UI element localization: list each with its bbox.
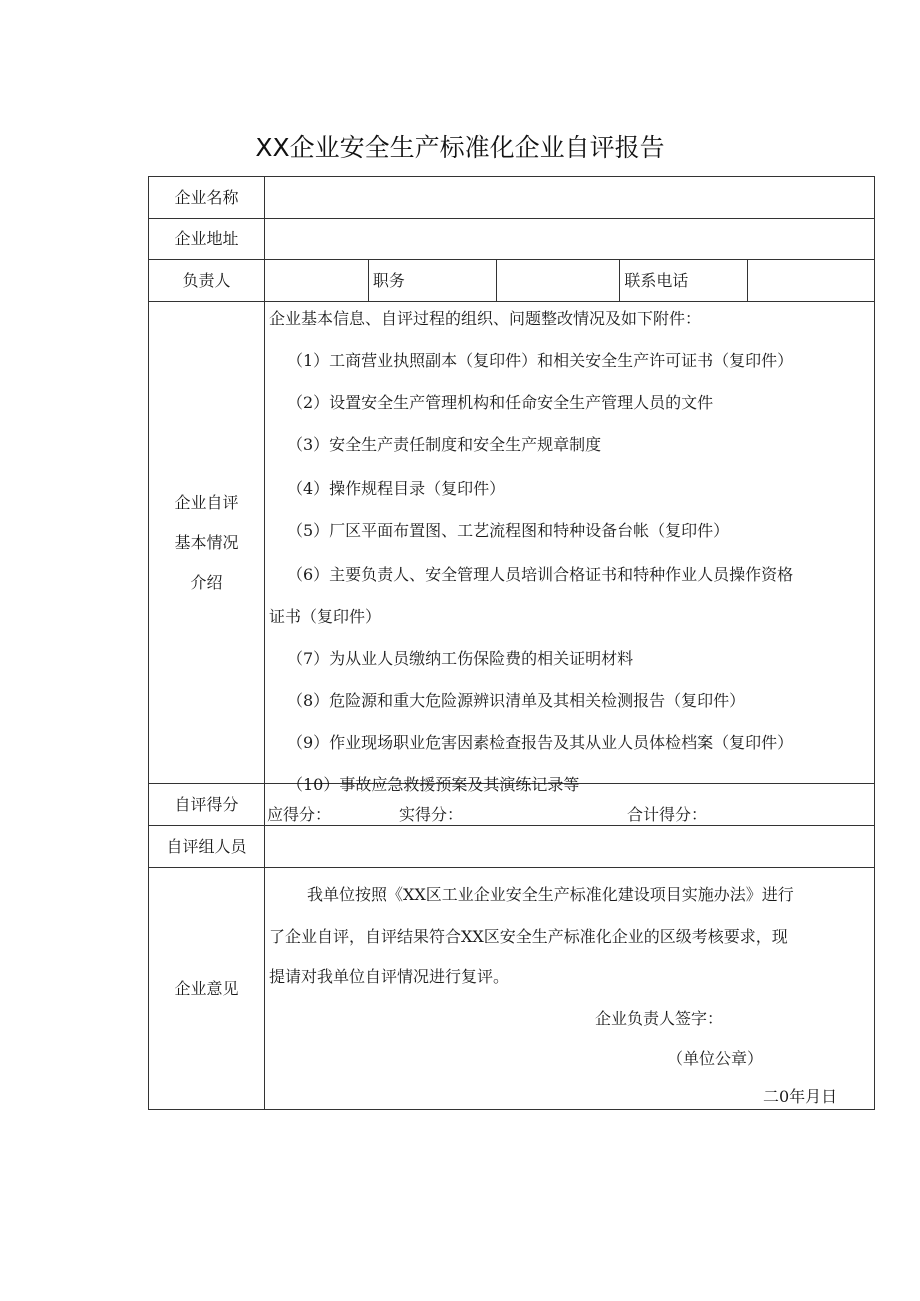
evaluation-group-field[interactable] <box>265 826 875 868</box>
signature-label: 企业负责人签字： <box>595 1009 724 1028</box>
intro-label-line: 介绍 <box>190 572 223 592</box>
evaluation-group-label: 自评组人员 <box>149 826 265 868</box>
intro-line: （6）主要负责人、安全管理人员培训合格证书和特种作业人员操作资格 <box>287 565 794 584</box>
intro-line: 证书（复印件） <box>269 607 382 626</box>
opinion-line: 了企业自评，自评结果符合XX区安全生产标准化企业的区级考核要求，现 <box>269 927 788 946</box>
intro-line: （8）危险源和重大危险源辨识清单及其相关检测报告（复印件） <box>287 691 746 710</box>
score-label: 自评得分 <box>149 784 265 826</box>
intro-label <box>149 302 265 784</box>
opinion-line: 提请对我单位自评情况进行复评。 <box>269 967 510 986</box>
phone-label: 联系电话 <box>620 260 748 301</box>
page-title: XX企业安全生产标准化企业自评报告 <box>255 133 665 162</box>
position-field[interactable] <box>497 260 621 301</box>
opinion-row <box>149 868 875 1110</box>
opinion-content <box>265 868 875 1110</box>
company-name-label: 企业名称 <box>149 177 265 219</box>
opinion-label: 企业意见 <box>149 868 265 1110</box>
evaluation-group-row <box>149 826 875 868</box>
self-evaluation-form <box>148 176 875 1110</box>
phone-field[interactable] <box>748 260 874 301</box>
company-address-label: 企业地址 <box>149 219 265 260</box>
opinion-line: 我单位按照《XX区工业企业安全生产标准化建设项目实施办法》进行 <box>307 885 794 904</box>
intro-line: （3）安全生产责任制度和安全生产规章制度 <box>287 435 602 454</box>
intro-content <box>265 302 875 794</box>
intro-row <box>149 302 875 784</box>
person-in-charge-field[interactable] <box>265 260 369 301</box>
due-score-label: 应得分： <box>267 805 332 824</box>
intro-line: （5）厂区平面布置图、工艺流程图和特种设备台帐（复印件） <box>287 521 730 540</box>
intro-label-line: 基本情况 <box>174 532 239 552</box>
position-label: 职务 <box>369 260 497 301</box>
score-row <box>149 784 875 826</box>
intro-line: 企业基本信息、自评过程的组织、问题整改情况及如下附件： <box>269 309 702 328</box>
intro-line: （10）事故应急救援预案及其演练记录等 <box>287 775 580 794</box>
date-label: 二0年月日 <box>763 1087 838 1106</box>
score-content <box>265 784 875 826</box>
person-details-cell <box>265 260 875 302</box>
company-name-field[interactable] <box>265 177 875 219</box>
company-name-row <box>149 177 875 219</box>
intro-line: （4）操作规程目录（复印件） <box>287 479 506 498</box>
company-address-row <box>149 219 875 260</box>
person-in-charge-label: 负责人 <box>149 260 265 302</box>
intro-label-line: 企业自评 <box>174 492 239 512</box>
intro-line: （1）工商营业执照副本（复印件）和相关安全生产许可证书（复印件） <box>287 351 794 370</box>
seal-label: （单位公章） <box>667 1049 764 1068</box>
intro-line: （2）设置安全生产管理机构和任命安全生产管理人员的文件 <box>287 393 714 412</box>
intro-line: （9）作业现场职业危害因素检查报告及其从业人员体检档案（复印件） <box>287 733 794 752</box>
total-score-label: 合计得分： <box>627 805 708 824</box>
person-in-charge-row <box>149 260 875 302</box>
company-address-field[interactable] <box>265 219 875 260</box>
intro-line: （7）为从业人员缴纳工伤保险费的相关证明材料 <box>287 649 634 668</box>
actual-score-label: 实得分： <box>399 805 464 824</box>
